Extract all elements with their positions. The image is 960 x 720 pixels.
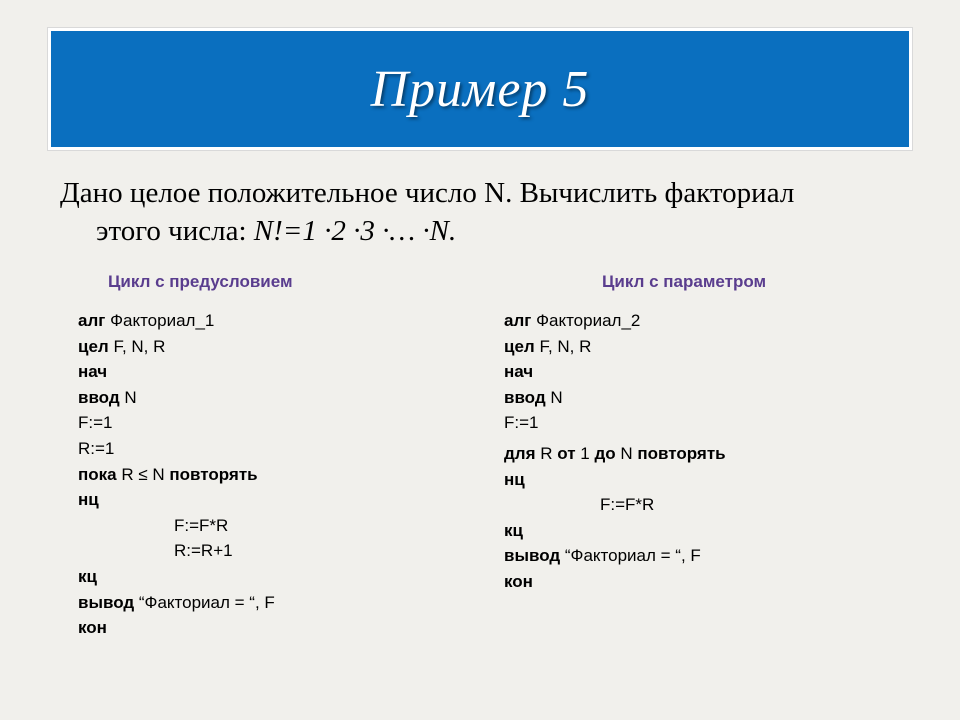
code-text: N (615, 443, 638, 463)
code-text: F:=F*R (600, 495, 655, 515)
code-keyword: ввод (504, 387, 546, 407)
code-line (504, 441, 726, 467)
code-line (504, 492, 726, 518)
factorial-formula: N!=1 ·2 ·3 ·… ·N. (253, 215, 457, 247)
code-line (504, 385, 726, 411)
code-keyword: нач (504, 362, 534, 382)
code-keyword: кц (504, 520, 523, 540)
code-line (504, 334, 726, 360)
code-line (78, 564, 275, 590)
task-line-1: Дано целое положительное число N. Вычислить факториал (60, 177, 795, 209)
code-line (78, 410, 275, 436)
code-text: F:=F*R (174, 515, 229, 535)
code-keyword: кон (504, 571, 533, 591)
code-keyword: алг (504, 311, 532, 330)
code-line (78, 359, 275, 385)
code-text: N (545, 387, 563, 407)
code-line (504, 467, 726, 493)
code-line (504, 518, 726, 544)
code-line (78, 615, 275, 641)
code-line (78, 334, 275, 360)
code-text: R ≤ N (116, 464, 170, 484)
code-keyword: алг (78, 311, 106, 330)
code-line (78, 590, 275, 616)
code-keyword: повторять (169, 464, 258, 484)
code-keyword: ввод (78, 387, 120, 407)
code-block-precondition (78, 308, 275, 641)
code-keyword: повторять (637, 443, 726, 463)
code-line (504, 543, 726, 569)
code-text: N (119, 387, 137, 407)
code-keyword: цел (78, 336, 109, 356)
code-line (504, 410, 726, 436)
heading-parameter-loop: Цикл с параметром (602, 272, 767, 291)
code-text: F:=1 (78, 413, 113, 433)
task-line-2-text: этого числа: (96, 215, 254, 247)
code-line (78, 385, 275, 411)
heading-precondition-loop: Цикл с предусловием (108, 272, 293, 291)
code-text: “Факториал = “, F (560, 546, 701, 566)
code-text: R:=1 (78, 438, 115, 458)
code-keyword: до (594, 443, 616, 463)
code-keyword: нц (78, 490, 99, 510)
code-block-parameter (504, 308, 726, 595)
code-keyword: цел (504, 336, 535, 356)
code-line (78, 487, 275, 513)
code-keyword: кц (78, 566, 97, 586)
code-keyword: кон (78, 618, 107, 638)
code-keyword: вывод (78, 592, 135, 612)
code-line (504, 569, 726, 595)
code-line (504, 308, 726, 334)
code-line (78, 462, 275, 488)
code-line (504, 359, 726, 385)
code-keyword: нач (78, 362, 108, 382)
code-text: R:=R+1 (174, 541, 233, 561)
code-text: R (535, 443, 558, 463)
code-line (78, 538, 275, 564)
code-text: 1 (575, 443, 595, 463)
code-text: Факториал_2 (531, 311, 641, 330)
code-line (78, 436, 275, 462)
code-line (78, 513, 275, 539)
code-text: “Факториал = “, F (134, 592, 275, 612)
code-text: Факториал_1 (105, 311, 215, 330)
code-text: F, N, R (108, 336, 166, 356)
code-line (78, 308, 275, 334)
slide-title: Пример 5 (370, 60, 590, 118)
title-banner (48, 28, 912, 150)
code-keyword: для (504, 443, 536, 463)
task-line-2 (60, 212, 920, 250)
code-keyword: вывод (504, 546, 561, 566)
code-keyword: пока (78, 464, 117, 484)
code-text: F, N, R (534, 336, 592, 356)
task-statement (60, 174, 920, 250)
code-keyword: от (557, 443, 576, 463)
code-keyword: нц (504, 469, 525, 489)
code-text: F:=1 (504, 413, 539, 433)
